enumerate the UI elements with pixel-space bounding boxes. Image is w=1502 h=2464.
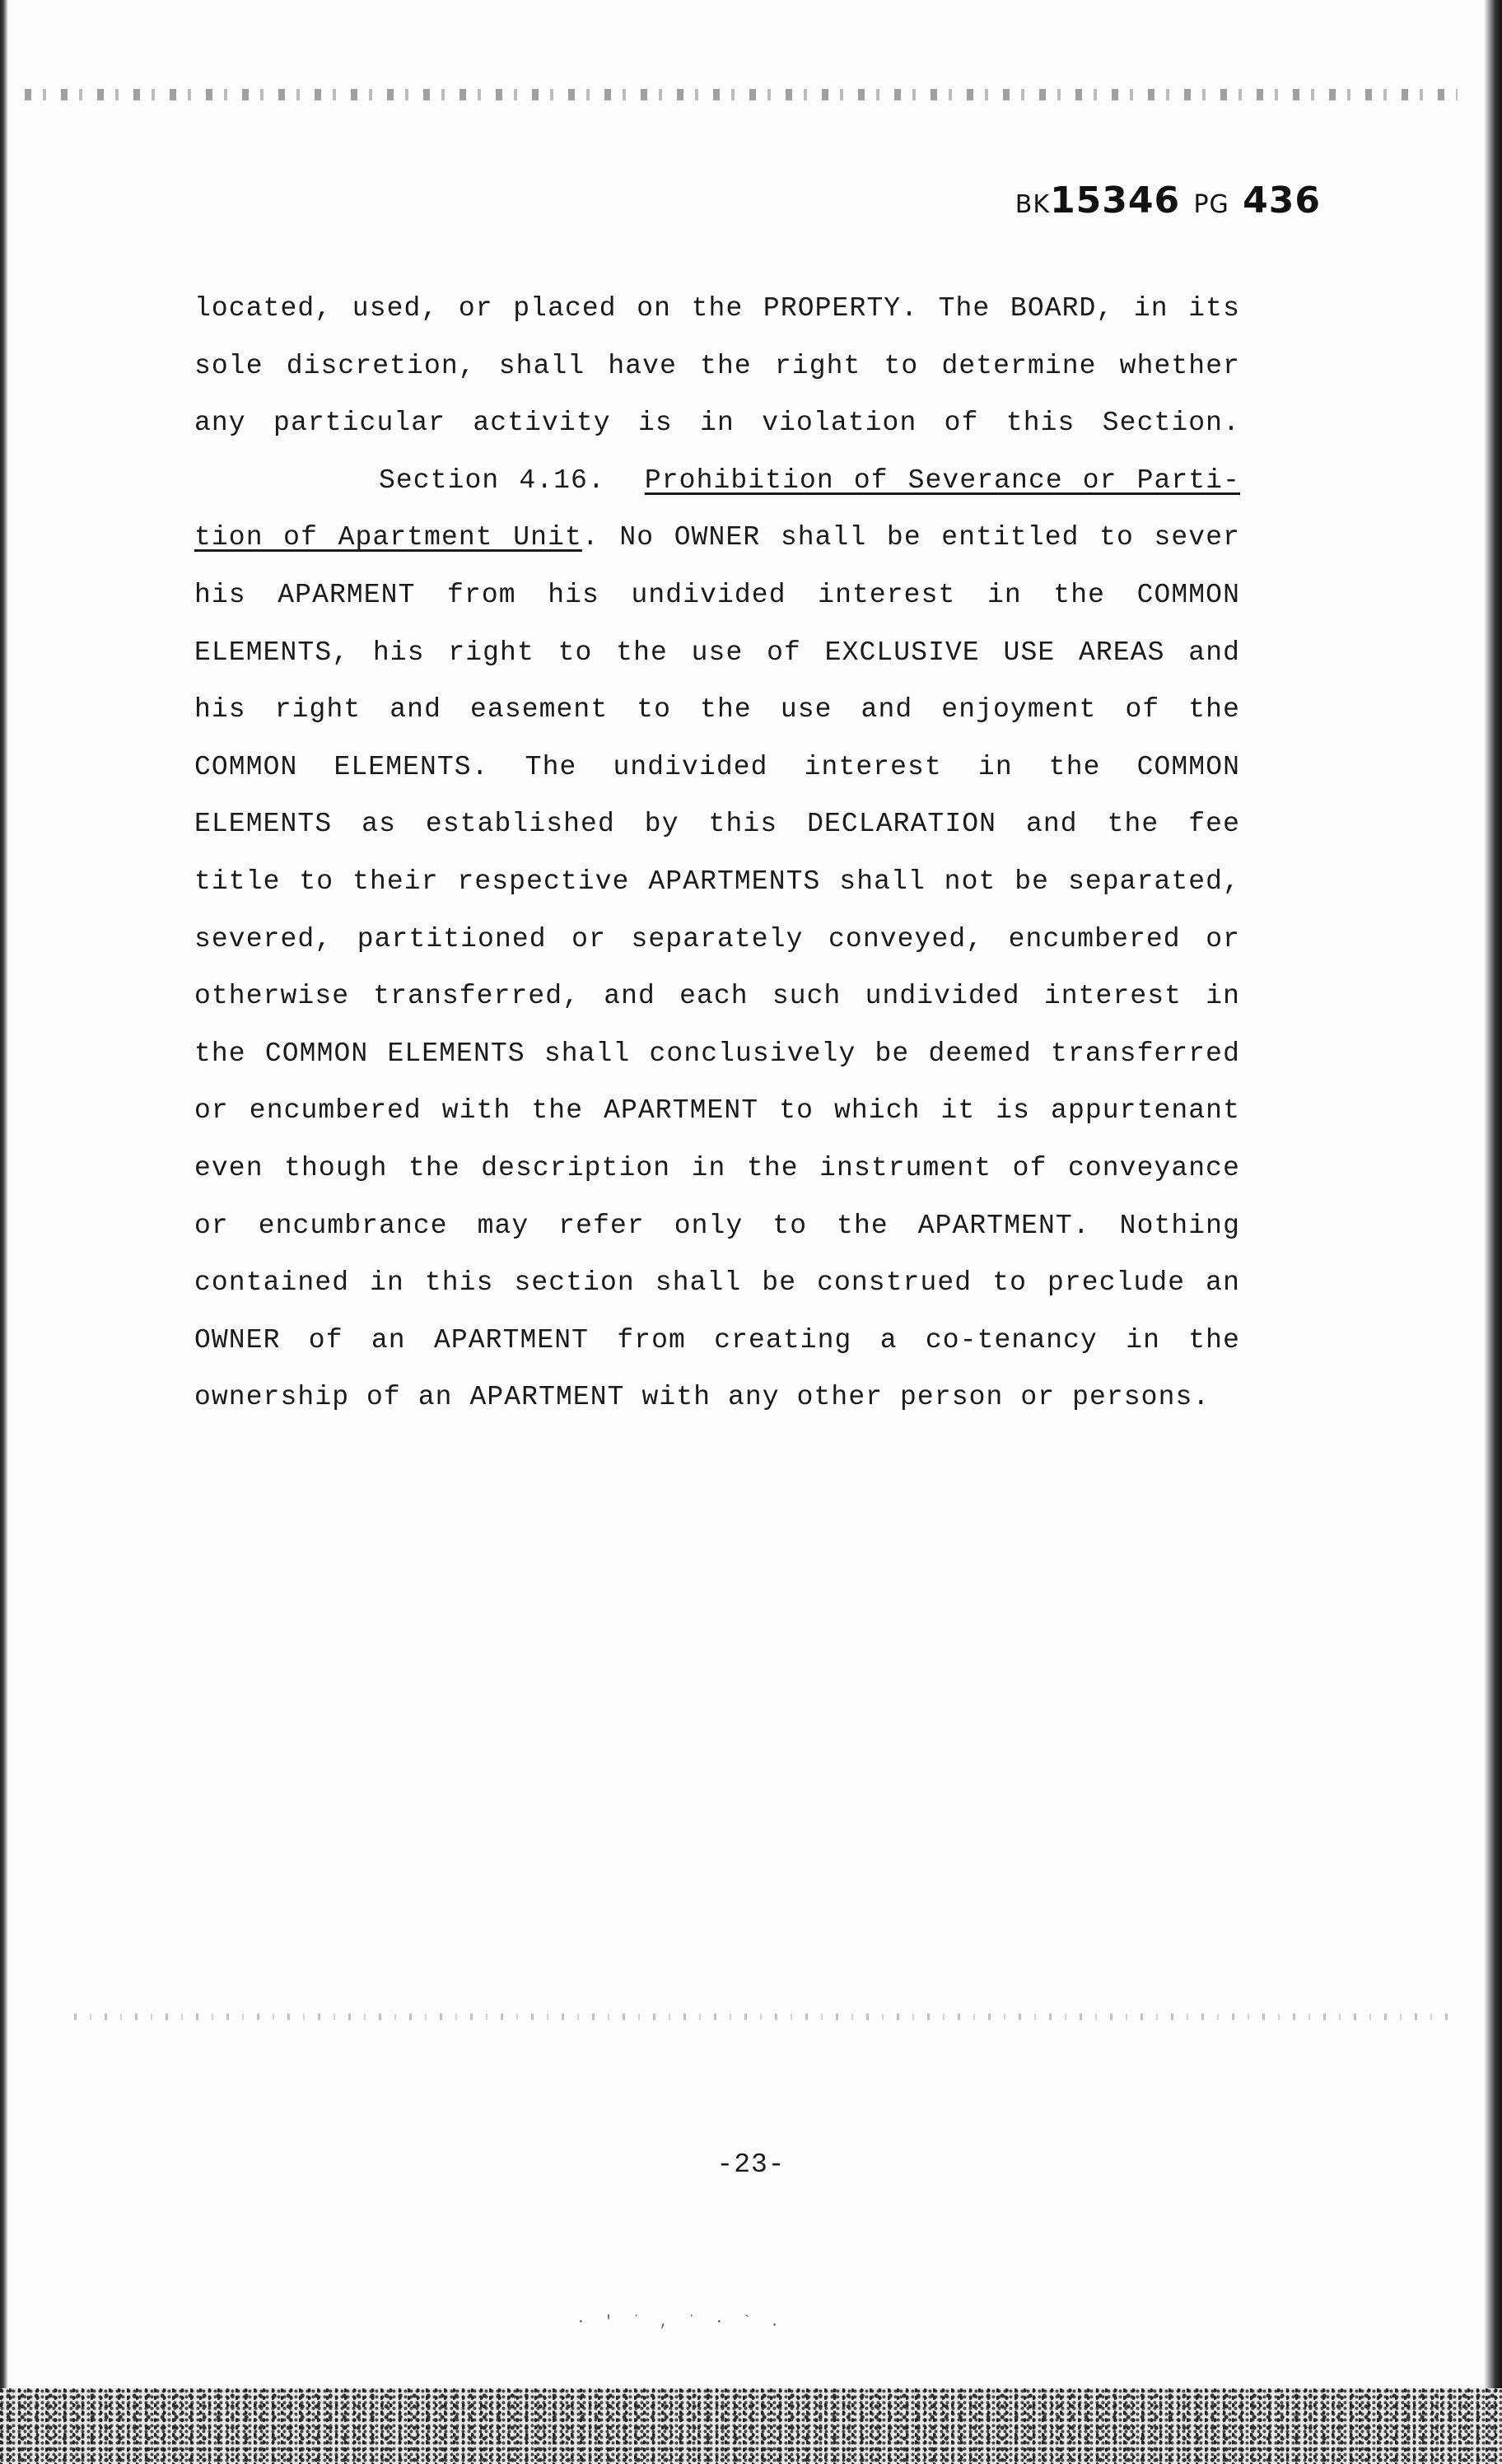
page-number-ref: 436 — [1243, 180, 1321, 222]
body-line: or encumbrance may refer only to the APARTMENT. Nothing — [194, 1210, 1240, 1241]
scan-edge-right — [1484, 0, 1502, 2464]
body-line: ownership of an APARTMENT with any other person or persons. — [194, 1382, 1210, 1413]
body-line: ELEMENTS as established by this DECLARATION and the fee — [194, 809, 1240, 840]
body-line: the COMMON ELEMENTS shall conclusively be deemed transferred — [194, 1038, 1240, 1069]
body-line: any particular activity is in violation of this Section. — [194, 408, 1240, 439]
body-line: even though the description in the instrument of conveyance — [194, 1152, 1240, 1183]
scan-edge-left — [0, 0, 8, 2464]
body-line: title to their respective APARTMENTS shall not be separated, — [194, 866, 1240, 897]
book-page-reference — [1015, 180, 1321, 222]
body-line: sole discretion, shall have the right to determine whether — [194, 350, 1240, 381]
scan-artifact-marks: · ' ˙ , ˙ · ` . — [576, 2314, 785, 2331]
section-title-continued: tion of Apartment Unit — [194, 522, 582, 553]
body-line: or encumbered with the APARTMENT to which it is appurtenant — [194, 1095, 1240, 1127]
body-line: contained in this section shall be construed to preclude an — [194, 1267, 1240, 1299]
body-line: his right and easement to the use and enjoyment of the — [194, 694, 1240, 726]
page-number: -23- — [716, 2149, 786, 2180]
page-prefix: PG — [1193, 190, 1229, 219]
section-title: Prohibition of Severance or Parti- — [644, 464, 1240, 496]
section-number: Section 4.16. — [379, 464, 605, 496]
document-body — [194, 280, 1240, 1426]
body-line: otherwise transferred, and each such undivided interest in — [194, 981, 1240, 1012]
book-number: 15346 — [1050, 180, 1181, 222]
section-heading-line — [194, 452, 1240, 510]
body-line: located, used, or placed on the PROPERTY. The BOARD, in its — [194, 293, 1240, 324]
scan-noise-bottom — [0, 2388, 1502, 2464]
scan-noise-middle — [74, 2014, 1458, 2020]
section-heading-line-2 — [194, 509, 1240, 567]
body-line: severed, partitioned or separately conveyed, encumbered or — [194, 923, 1240, 954]
scan-noise-top — [25, 89, 1458, 100]
body-line: his APARMENT from his undivided interest in the COMMON — [194, 579, 1240, 610]
book-prefix: BK — [1015, 190, 1051, 219]
body-line: . No OWNER shall be entitled to sever — [581, 522, 1241, 553]
body-line: COMMON ELEMENTS. The undivided interest in the COMMON — [194, 751, 1240, 782]
body-line: ELEMENTS, his right to the use of EXCLUSIVE USE AREAS and — [194, 637, 1240, 668]
body-line: OWNER of an APARTMENT from creating a co-tenancy in the — [194, 1324, 1240, 1356]
